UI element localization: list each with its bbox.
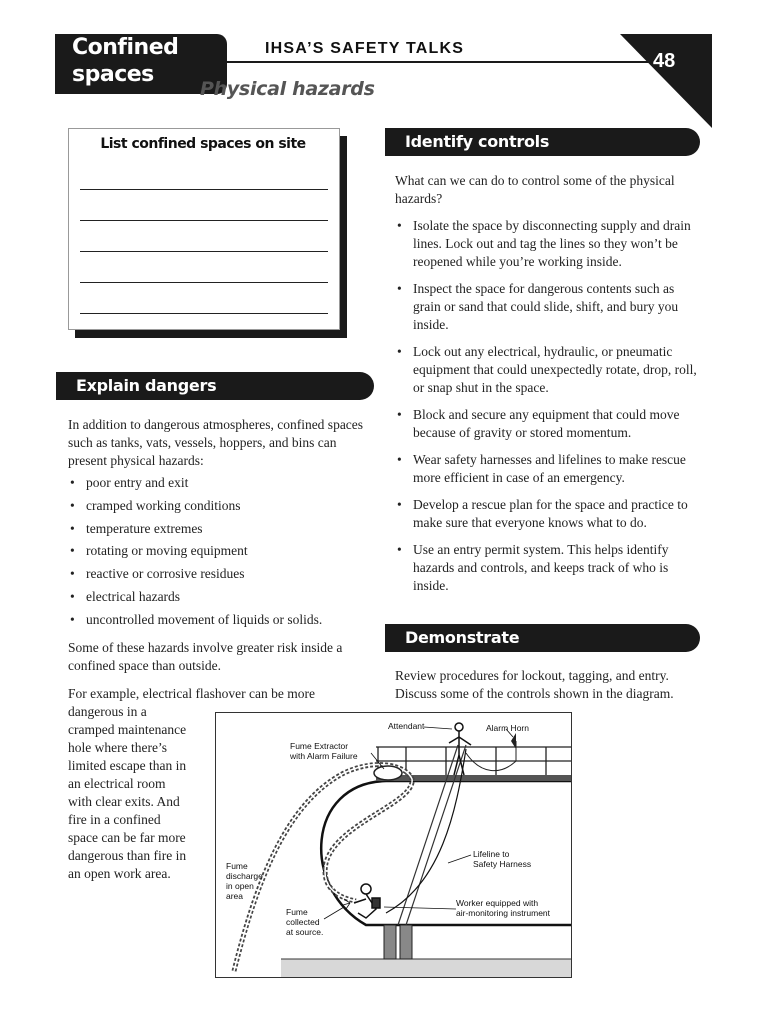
page-corner-triangle bbox=[620, 34, 712, 128]
write-in-line[interactable] bbox=[80, 282, 328, 283]
controls-list bbox=[395, 217, 700, 604]
text-line: dangerous in a bbox=[68, 704, 147, 719]
label-line: in open bbox=[226, 881, 254, 891]
list-item: • Isolate the space by disconnecting supply and drain lines. Lock out and tag the lines so they won’t be reopened while you’re working inside. bbox=[395, 217, 700, 271]
list-box bbox=[68, 128, 340, 330]
topic-title bbox=[72, 34, 178, 88]
hazard-list bbox=[68, 474, 368, 634]
text-line: cramped maintenance bbox=[68, 722, 187, 737]
identify-intro: What can we can do to control some of the physical hazards? bbox=[395, 173, 675, 206]
list-item: • temperature extremes bbox=[68, 520, 368, 538]
section-heading-identify: Identify controls bbox=[385, 128, 700, 156]
write-in-line[interactable] bbox=[80, 251, 328, 252]
list-item: • rotating or moving equipment bbox=[68, 542, 368, 560]
label-line: air-monitoring instrument bbox=[456, 908, 551, 918]
label-fume-extractor bbox=[290, 741, 358, 761]
page-subtitle: Physical hazards bbox=[200, 78, 375, 100]
write-in-line[interactable] bbox=[80, 313, 328, 314]
list-item: • Lock out any electrical, hydraulic, or pneumatic equipment that could unexpectedly rotate, drop, roll, or snap shut in the space. bbox=[395, 343, 700, 397]
text-line: space can be far more bbox=[68, 830, 186, 845]
label-line: area bbox=[226, 891, 244, 901]
label-fume-collected bbox=[286, 907, 323, 937]
label-line: at source. bbox=[286, 927, 324, 937]
label-alarm-horn: Alarm Horn bbox=[486, 723, 529, 733]
explain-paragraph-3-wrap bbox=[68, 703, 213, 883]
label-line: Fume Extractor bbox=[290, 741, 349, 751]
explain-paragraph-3-first-line: For example, electrical flashover can be more bbox=[68, 686, 316, 701]
text-line: limited escape than in bbox=[68, 758, 187, 773]
header-rule bbox=[227, 61, 667, 63]
label-attendant: Attendant bbox=[388, 721, 425, 731]
label-worker bbox=[456, 898, 550, 918]
label-fume-discharge bbox=[226, 861, 263, 901]
demonstrate-text: Review procedures for lockout, tagging, and entry. Discuss some of the controls shown in the diagram. bbox=[395, 668, 674, 701]
list-item: • uncontrolled movement of liquids or solids. bbox=[68, 611, 368, 629]
label-line: discharge bbox=[226, 871, 263, 881]
write-in-line[interactable] bbox=[80, 189, 328, 190]
label-line: Lifeline to bbox=[473, 849, 510, 859]
text-line: dangerous than fire in bbox=[68, 848, 187, 863]
label-lifeline bbox=[473, 849, 531, 869]
list-item: • Block and secure any equipment that could move because of gravity or stored momentum. bbox=[395, 406, 700, 442]
list-item: • Wear safety harnesses and lifelines to make rescue more efficient in case of an emergency. bbox=[395, 451, 700, 487]
label-line: Safety Harness bbox=[473, 859, 532, 869]
label-line: Fume bbox=[286, 907, 308, 917]
section-heading-demonstrate: Demonstrate bbox=[385, 624, 700, 652]
write-in-line[interactable] bbox=[80, 220, 328, 221]
explain-intro: In addition to dangerous atmospheres, confined spaces such as tanks, vats, vessels, hoppers, and bins can present physical hazards: bbox=[68, 417, 364, 468]
list-item: • Develop a rescue plan for the space and practice to make sure that everyone knows what to do. bbox=[395, 496, 700, 532]
series-title: IHSA’S SAFETY TALKS bbox=[265, 40, 465, 57]
label-line: with Alarm Failure bbox=[290, 751, 358, 761]
list-item: • Inspect the space for dangerous contents such as grain or sand that could slide, shift, and bury you inside. bbox=[395, 280, 700, 334]
list-box-title: List confined spaces on site bbox=[100, 136, 306, 152]
label-line: Fume bbox=[226, 861, 248, 871]
section-heading-explain: Explain dangers bbox=[56, 372, 374, 400]
text-line: with clear exits. And bbox=[68, 794, 180, 809]
list-item: • reactive or corrosive residues bbox=[68, 565, 368, 583]
label-line: collected bbox=[286, 917, 320, 927]
text-line: fire in a confined bbox=[68, 812, 161, 827]
page-number: 48 bbox=[653, 50, 676, 72]
topic-title-line-2: spaces bbox=[72, 62, 154, 87]
diagram-illustration bbox=[216, 713, 571, 977]
topic-title-line-1: Confined bbox=[72, 35, 179, 60]
text-line: an open work area. bbox=[68, 866, 171, 881]
list-item: • electrical hazards bbox=[68, 588, 368, 606]
list-item: • cramped working conditions bbox=[68, 497, 368, 515]
explain-paragraph-2: Some of these hazards involve greater risk inside a confined space than outside. bbox=[68, 640, 343, 673]
label-line: Worker equipped with bbox=[456, 898, 539, 908]
list-item: • poor entry and exit bbox=[68, 474, 368, 492]
text-line: an electrical room bbox=[68, 776, 166, 791]
list-item: • Use an entry permit system. This helps identify hazards and controls, and keeps track of who is inside. bbox=[395, 541, 700, 595]
text-line: hole where there’s bbox=[68, 740, 167, 755]
confined-space-diagram bbox=[215, 712, 572, 978]
